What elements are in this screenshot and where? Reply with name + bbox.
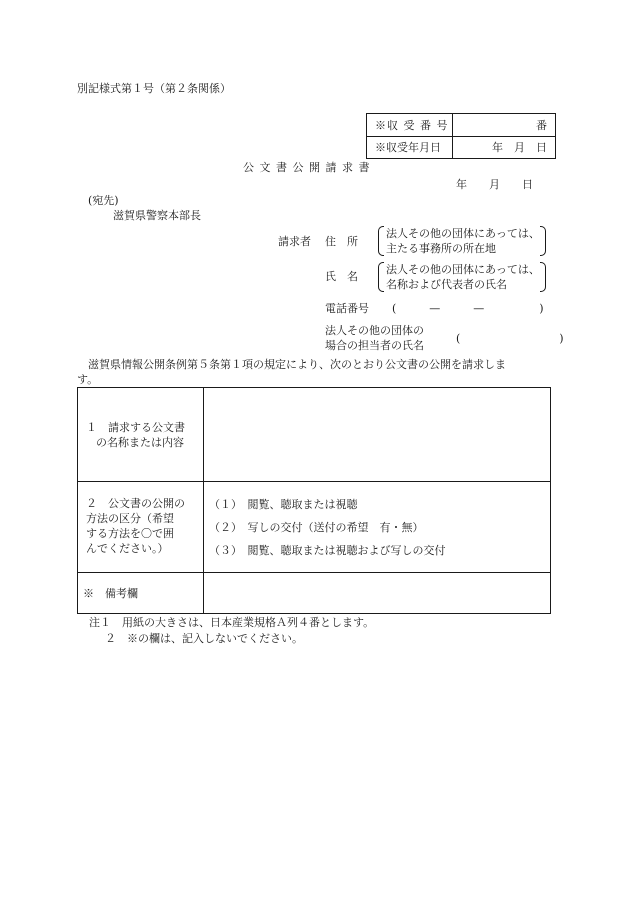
remarks-label: ※ 備考欄 bbox=[83, 587, 138, 600]
row1-label-line-1: １ 請求する公文書 bbox=[86, 421, 185, 434]
statement-line-2: す。 bbox=[77, 373, 99, 386]
row2-label-line-2: 方法の区分（希望 bbox=[86, 512, 174, 525]
row2-label-line-3: する方法を〇で囲 bbox=[86, 527, 174, 540]
date-line: 年 月 日 bbox=[456, 178, 533, 191]
addressee-name: 滋賀県警察本部長 bbox=[113, 209, 201, 222]
contact-value: ( ) bbox=[456, 332, 564, 345]
disclosure-option-2[interactable]: （２） 写しの交付（送付の希望 有・無） bbox=[209, 521, 424, 534]
reception-date-label: ※収受年月日 bbox=[375, 141, 441, 154]
addressee-prefix: (宛先) bbox=[88, 194, 119, 207]
name-label: 氏 名 bbox=[325, 270, 358, 283]
reception-number-row bbox=[367, 114, 555, 136]
document-name-field[interactable] bbox=[208, 421, 538, 451]
row1-label-line-2: の名称または内容 bbox=[96, 436, 184, 449]
page-title: 公 文 書 公 開 請 求 書 bbox=[243, 161, 371, 174]
address-bracket-left bbox=[378, 226, 384, 256]
reception-number-label: ※収 受 番 号 bbox=[375, 119, 449, 132]
contact-label-1: 法人その他の団体の bbox=[325, 324, 424, 337]
note-2: ２ ※の欄は、記入しないでください。 bbox=[105, 632, 303, 645]
address-note-1: 法人その他の団体にあっては、 bbox=[386, 227, 540, 240]
row2-label-line-4: んでください。） bbox=[86, 542, 169, 555]
reception-table bbox=[366, 113, 556, 159]
requester-label: 請求者 bbox=[278, 235, 311, 248]
table-row-divider-1 bbox=[78, 481, 550, 482]
reception-date-value: 年 月 日 bbox=[492, 141, 547, 154]
name-note-1: 法人その他の団体にあっては、 bbox=[386, 263, 540, 276]
request-table bbox=[77, 387, 551, 614]
table-column-divider bbox=[203, 388, 204, 613]
reception-number-suffix: 番 bbox=[536, 119, 547, 132]
reception-date-row bbox=[367, 136, 555, 158]
address-bracket-right bbox=[540, 226, 546, 256]
name-bracket-left bbox=[378, 262, 384, 292]
phone-value: ( — — ) bbox=[392, 302, 544, 315]
name-bracket-right bbox=[540, 262, 546, 292]
phone-label: 電話番号 bbox=[325, 302, 369, 315]
table-row-divider-2 bbox=[78, 572, 550, 573]
contact-label-2: 場合の担当者の氏名 bbox=[325, 339, 424, 352]
address-note-2: 主たる事務所の所在地 bbox=[386, 242, 496, 255]
form-number: 別記様式第１号（第２条関係） bbox=[77, 82, 231, 95]
disclosure-option-1[interactable]: （１） 閲覧、聴取または視聴 bbox=[209, 498, 358, 511]
disclosure-option-3[interactable]: （３） 閲覧、聴取または視聴および写しの交付 bbox=[209, 544, 446, 557]
address-label: 住 所 bbox=[325, 235, 358, 248]
name-note-2: 名称および代表者の氏名 bbox=[386, 278, 507, 291]
statement-line-1: 滋賀県情報公開条例第５条第１項の規定により、次のとおり公文書の公開を請求しま bbox=[77, 358, 506, 371]
note-1: 注１ 用紙の大きさは、日本産業規格Ａ列４番とします。 bbox=[89, 616, 375, 629]
row2-label-line-1: ２ 公文書の公開の bbox=[86, 497, 185, 510]
